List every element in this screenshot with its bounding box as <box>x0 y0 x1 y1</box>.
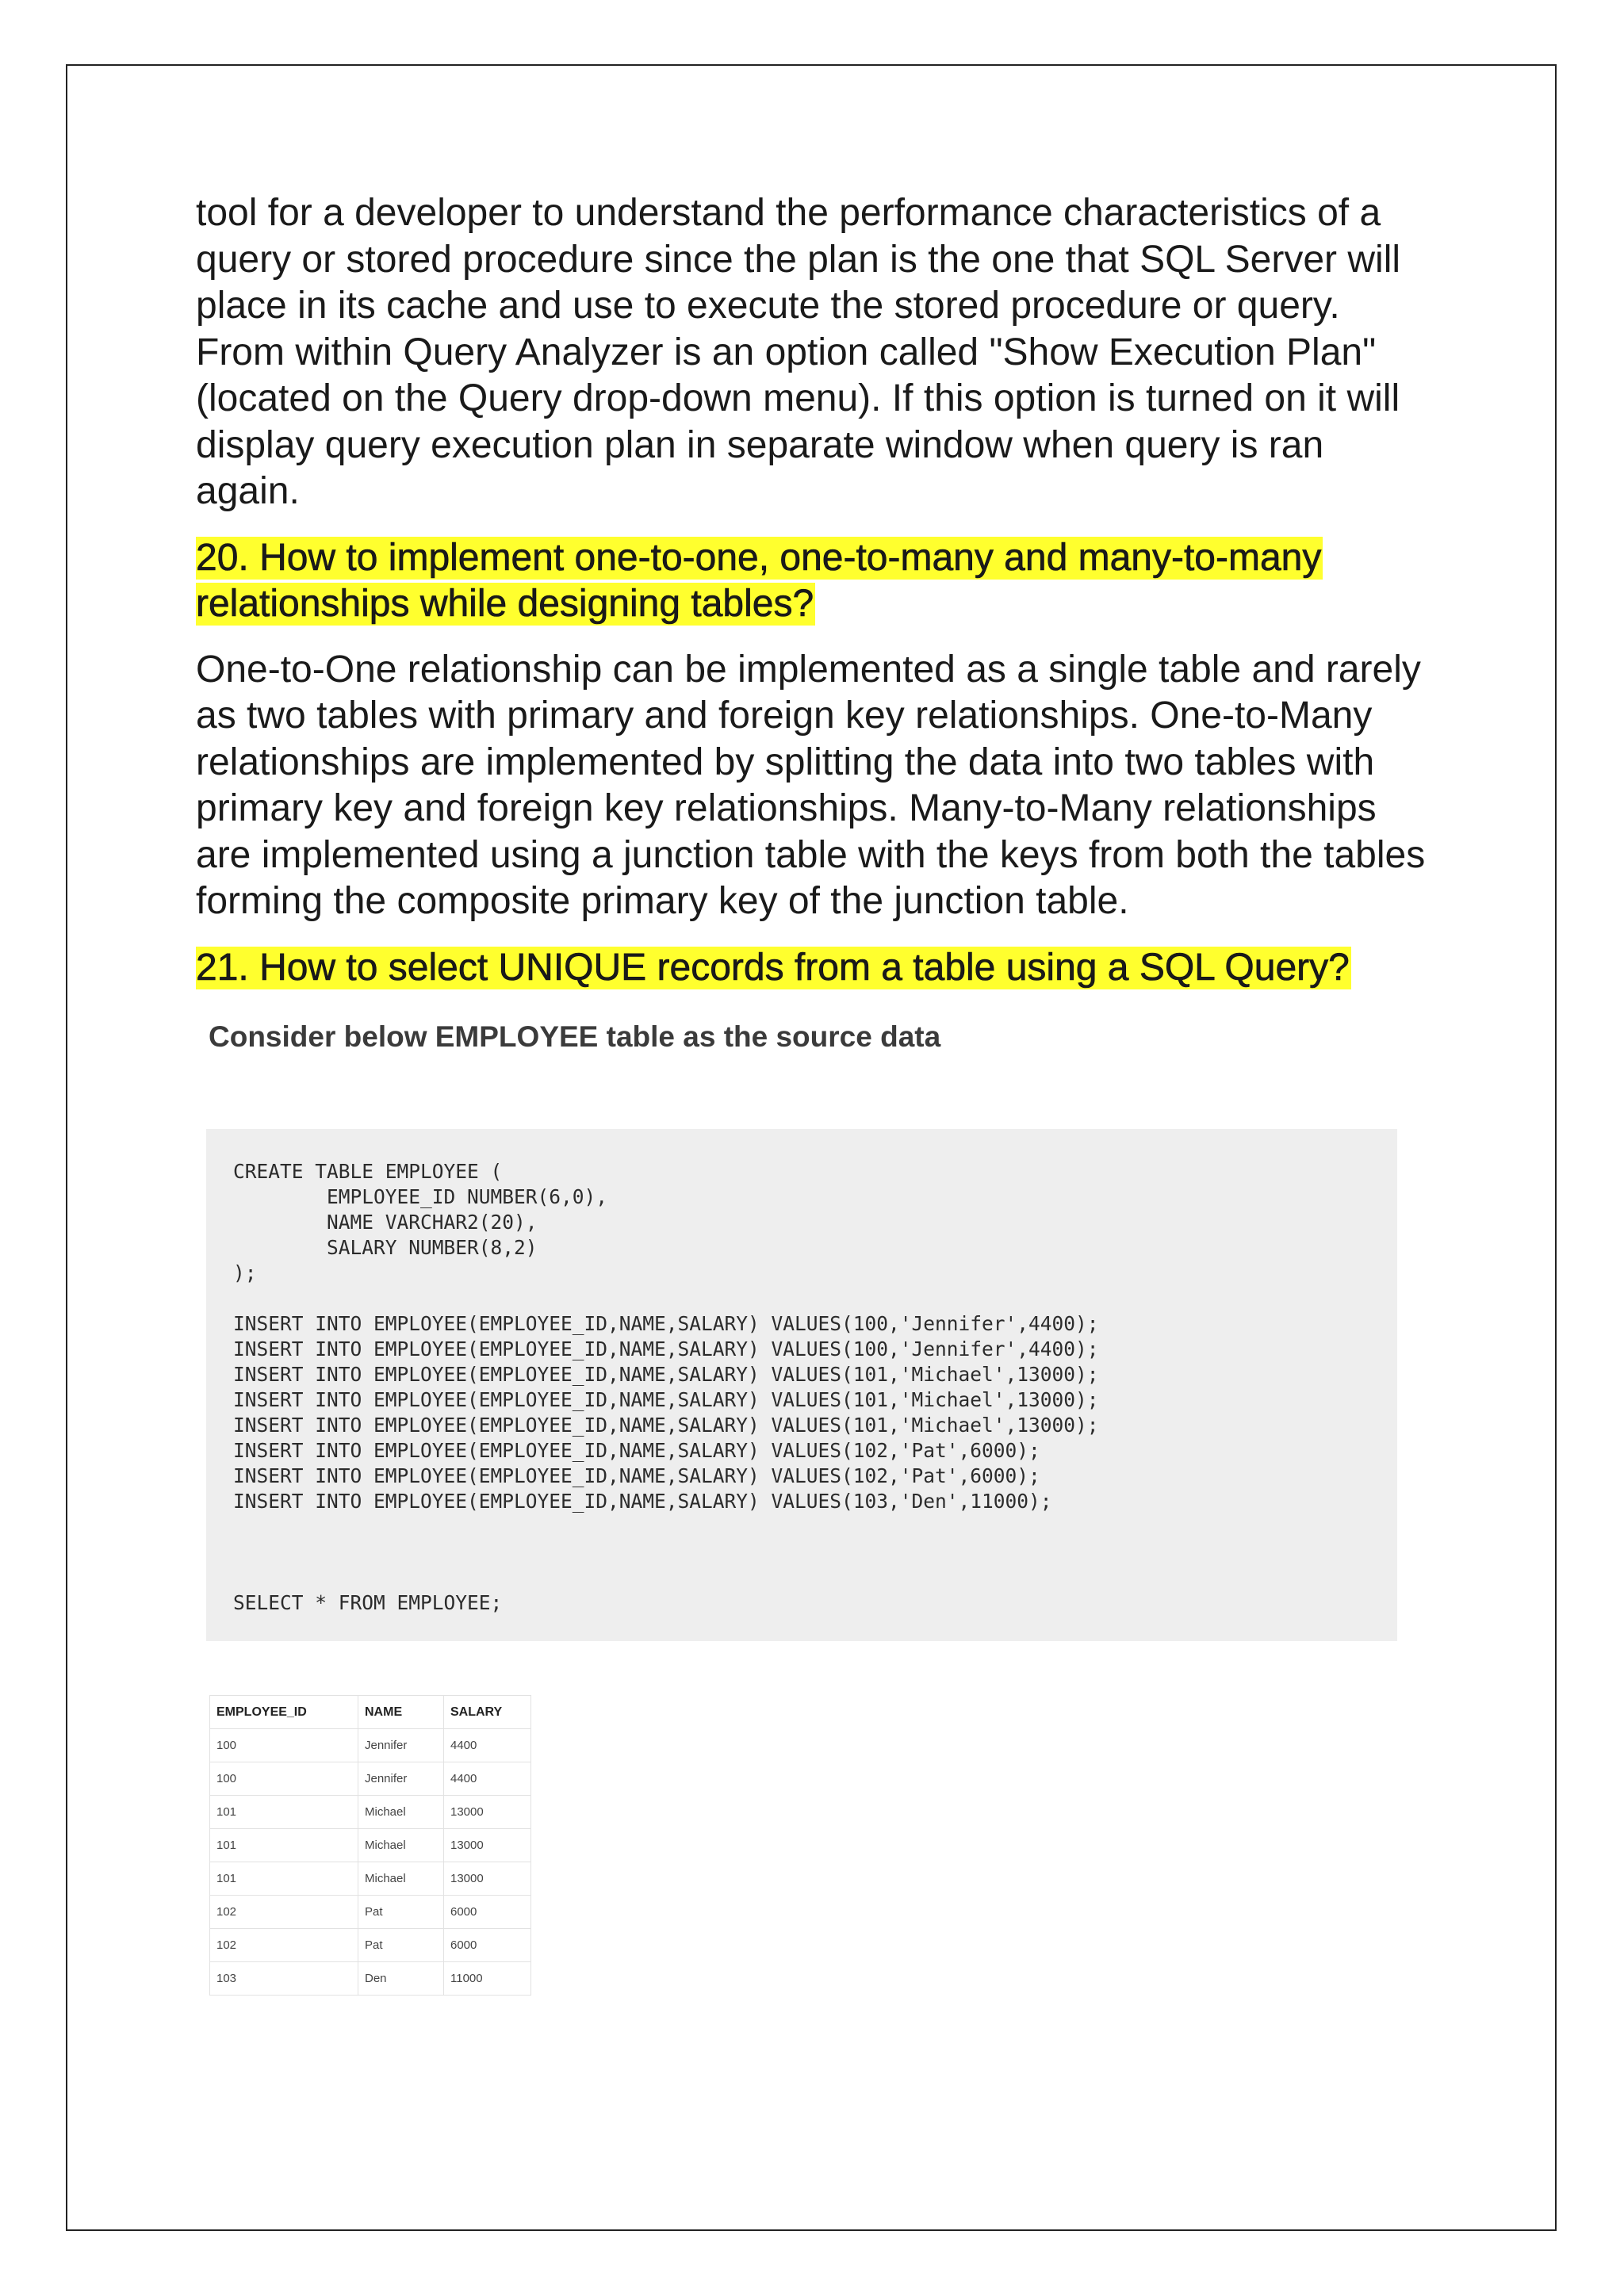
embedded-screenshot <box>196 1019 1449 2049</box>
table-row <box>210 1729 531 1762</box>
text-line: are implemented using a junction table with the keys from both the tables <box>196 833 1426 876</box>
table-row <box>210 1796 531 1829</box>
table-cell: 6000 <box>444 1929 531 1962</box>
sql-code <box>233 1159 1099 1616</box>
code-line: CREATE TABLE EMPLOYEE ( <box>233 1160 503 1183</box>
code-line <box>233 1540 1099 1565</box>
code-line: INSERT INTO EMPLOYEE(EMPLOYEE_ID,NAME,SALARY) VALUES(102,'Pat',6000); <box>233 1439 1040 1462</box>
table-row <box>210 1829 531 1862</box>
code-line: INSERT INTO EMPLOYEE(EMPLOYEE_ID,NAME,SALARY) VALUES(102,'Pat',6000); <box>233 1464 1040 1487</box>
highlighted-text: 20. How to implement one-to-one, one-to-many and many-to-many <box>196 536 1322 579</box>
question-21-heading <box>196 945 1449 991</box>
code-line <box>233 1286 1099 1311</box>
code-line: INSERT INTO EMPLOYEE(EMPLOYEE_ID,NAME,SALARY) VALUES(101,'Michael',13000); <box>233 1388 1099 1411</box>
text-line: relationships are implemented by splitting the data into two tables with <box>196 740 1375 783</box>
table-cell: Jennifer <box>358 1762 444 1796</box>
code-line: INSERT INTO EMPLOYEE(EMPLOYEE_ID,NAME,SALARY) VALUES(101,'Michael',13000); <box>233 1414 1099 1437</box>
code-line: SALARY NUMBER(8,2) <box>233 1236 538 1259</box>
table-cell: Pat <box>358 1929 444 1962</box>
table-cell: 13000 <box>444 1796 531 1829</box>
code-line <box>233 1565 1099 1590</box>
text-line: query or stored procedure since the plan is the one that SQL Server will <box>196 238 1401 281</box>
table-cell: Den <box>358 1962 444 1996</box>
highlighted-text: 21. How to select UNIQUE records from a table using a SQL Query? <box>196 946 1350 989</box>
code-line: INSERT INTO EMPLOYEE(EMPLOYEE_ID,NAME,SALARY) VALUES(100,'Jennifer',4400); <box>233 1337 1099 1360</box>
column-header: NAME <box>358 1696 444 1729</box>
table-cell: Michael <box>358 1796 444 1829</box>
text-line: tool for a developer to understand the performance characteristics of a <box>196 192 1381 234</box>
table-cell: 4400 <box>444 1729 531 1762</box>
table-cell: 102 <box>210 1929 358 1962</box>
code-block <box>206 1129 1397 1641</box>
table-row <box>210 1862 531 1896</box>
table-cell: 4400 <box>444 1762 531 1796</box>
result-table <box>209 1695 531 1996</box>
table-row <box>210 1929 531 1962</box>
table-body <box>210 1729 531 1996</box>
code-line: EMPLOYEE_ID NUMBER(6,0), <box>233 1185 608 1208</box>
table-row <box>210 1896 531 1929</box>
table-cell: 13000 <box>444 1829 531 1862</box>
table-row <box>210 1762 531 1796</box>
table-cell: 11000 <box>444 1962 531 1996</box>
table-cell: 101 <box>210 1829 358 1862</box>
column-header: EMPLOYEE_ID <box>210 1696 358 1729</box>
text-line: forming the composite primary key of the junction table. <box>196 880 1129 922</box>
table-cell: 102 <box>210 1896 358 1929</box>
question-20-heading <box>196 535 1449 627</box>
table-cell: Michael <box>358 1829 444 1862</box>
screenshot-caption: Consider below EMPLOYEE table as the source data <box>209 1020 941 1053</box>
text-line: display query execution plan in separate window when query is ran <box>196 423 1324 466</box>
text-line: as two tables with primary and foreign key relationships. One-to-Many <box>196 695 1373 737</box>
table-cell: Pat <box>358 1896 444 1929</box>
table-cell: Jennifer <box>358 1729 444 1762</box>
intro-paragraph <box>196 190 1449 515</box>
column-header: SALARY <box>444 1696 531 1729</box>
code-line: ); <box>233 1261 257 1284</box>
document-body <box>196 190 1449 991</box>
table-cell: 101 <box>210 1862 358 1896</box>
table-header-row <box>210 1696 531 1729</box>
text-line: (located on the Query drop-down menu). If this option is turned on it will <box>196 377 1400 419</box>
table-cell: 103 <box>210 1962 358 1996</box>
question-20-answer <box>196 647 1449 925</box>
code-line: INSERT INTO EMPLOYEE(EMPLOYEE_ID,NAME,SALARY) VALUES(100,'Jennifer',4400); <box>233 1312 1099 1335</box>
table-row <box>210 1962 531 1996</box>
code-line: NAME VARCHAR2(20), <box>233 1211 538 1234</box>
table-cell: 6000 <box>444 1896 531 1929</box>
text-line: place in its cache and use to execute the stored procedure or query. <box>196 285 1340 327</box>
text-line: primary key and foreign key relationships. Many-to-Many relationships <box>196 787 1377 829</box>
code-line <box>233 1514 1099 1540</box>
table-cell: 100 <box>210 1762 358 1796</box>
text-line: From within Query Analyzer is an option called "Show Execution Plan" <box>196 331 1377 373</box>
table-cell: 101 <box>210 1796 358 1829</box>
text-line: again. <box>196 470 300 512</box>
table-cell: 100 <box>210 1729 358 1762</box>
table-cell: 13000 <box>444 1862 531 1896</box>
code-line: SELECT * FROM EMPLOYEE; <box>233 1591 503 1614</box>
highlighted-text: relationships while designing tables? <box>196 582 814 625</box>
code-line: INSERT INTO EMPLOYEE(EMPLOYEE_ID,NAME,SALARY) VALUES(101,'Michael',13000); <box>233 1363 1099 1386</box>
table-cell: Michael <box>358 1862 444 1896</box>
code-line: INSERT INTO EMPLOYEE(EMPLOYEE_ID,NAME,SALARY) VALUES(103,'Den',11000); <box>233 1490 1052 1513</box>
text-line: One-to-One relationship can be implemented as a single table and rarely <box>196 648 1421 691</box>
